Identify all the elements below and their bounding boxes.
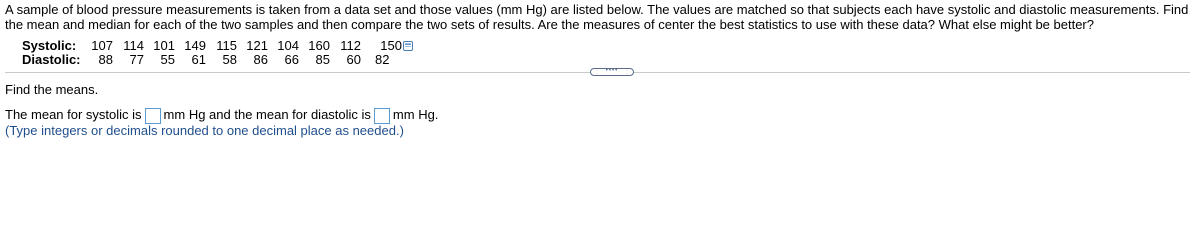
- systolic-value: 121: [246, 38, 268, 53]
- systolic-value: 114: [123, 38, 144, 53]
- diastolic-value: 55: [160, 52, 175, 67]
- blood-pressure-table: [22, 39, 413, 67]
- systolic-value: 112: [340, 38, 361, 53]
- answer-sentence: [5, 106, 438, 124]
- diastolic-value: 61: [191, 52, 206, 67]
- systolic-value-text: 150: [380, 38, 402, 53]
- systolic-value: 160: [308, 38, 330, 53]
- answer-suffix: mm Hg.: [392, 107, 439, 122]
- systolic-row: [22, 39, 413, 53]
- diastolic-value: 88: [98, 52, 113, 67]
- systolic-value: [361, 39, 413, 53]
- problem-statement: A sample of blood pressure measurements is taken from a data set and those values (mm Hg) are listed below. The values are matched so that subjects each have systolic and diastolic measurements. Find the mean and median for each of the two samples and then compare the two sets of results. Are the measures of center the best statistics to use with these data? What else might be better?: [5, 2, 1189, 32]
- systolic-value: 104: [277, 38, 299, 53]
- systolic-value: 115: [216, 38, 237, 53]
- copy-data-icon[interactable]: [403, 40, 413, 50]
- diastolic-value: 77: [129, 52, 144, 67]
- systolic-value: 101: [153, 38, 175, 53]
- diastolic-row: [22, 53, 413, 67]
- diastolic-value: 82: [375, 52, 390, 67]
- diastolic-value: 58: [222, 52, 237, 67]
- systolic-mean-input[interactable]: [145, 108, 161, 124]
- rounding-hint: (Type integers or decimals rounded to one decimal place as needed.): [5, 123, 404, 138]
- diastolic-value: 86: [253, 52, 268, 67]
- answer-prefix: The mean for systolic is: [5, 107, 142, 122]
- systolic-label: Systolic:: [22, 38, 77, 53]
- systolic-value: 149: [184, 38, 206, 53]
- expand-more-button[interactable]: ••••: [590, 68, 634, 76]
- diastolic-value: 60: [346, 52, 361, 67]
- answer-middle: mm Hg and the mean for diastolic is: [163, 107, 371, 122]
- diastolic-value: 66: [284, 52, 299, 67]
- diastolic-label: Diastolic:: [22, 52, 81, 67]
- diastolic-mean-input[interactable]: [374, 108, 390, 124]
- systolic-value: 107: [91, 38, 113, 53]
- find-prompt: Find the means.: [5, 82, 99, 97]
- diastolic-value: 85: [315, 52, 330, 67]
